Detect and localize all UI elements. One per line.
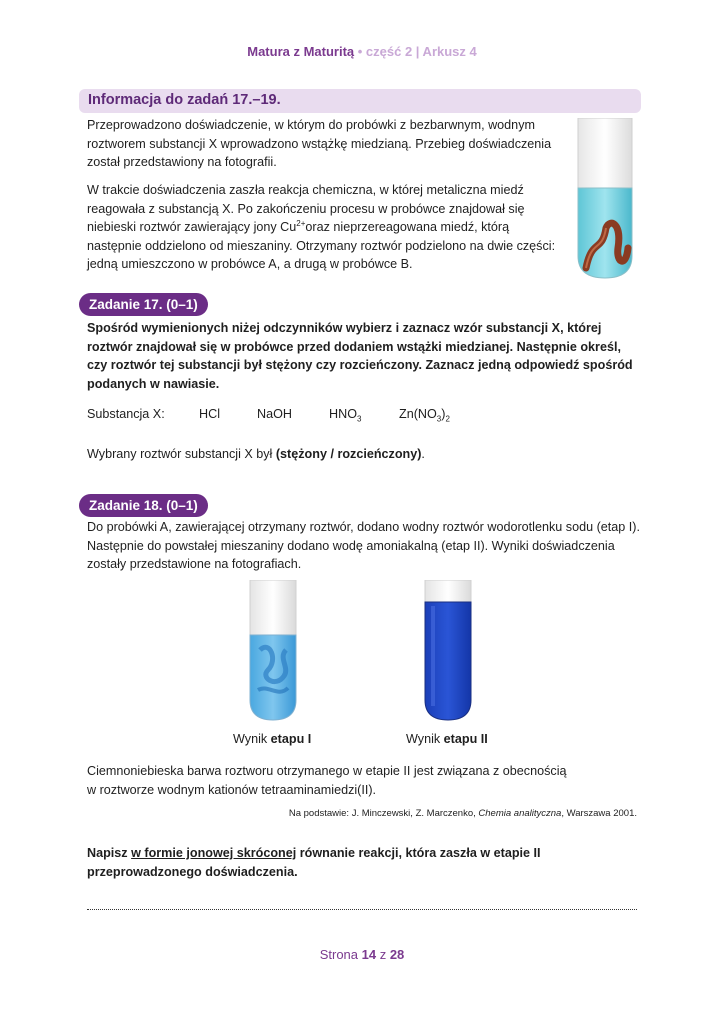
task-18-paragraph: Do probówki A, zawierającej otrzymany roztwór, dodano wodny roztwór wodorotlenku sodu (etap I). Następnie do powstałej mieszaniny dodano wodę amoniakalną (etap II). Wyniki doświadczenia zostały przedstawione na fotografiach. (87, 520, 640, 571)
copper-test-tube-photo (572, 118, 638, 280)
info-paragraph-2 (87, 181, 557, 274)
option-naoh[interactable]: NaOH (257, 407, 292, 421)
option-zn-sub2: 2 (445, 414, 450, 424)
option-zn-base: Zn(NO (399, 407, 437, 421)
option-zn-no3-2[interactable] (399, 405, 450, 424)
info-paragraph-2-a: W trakcie doświadczenia zaszła reakcja chemiczna, w której metaliczna miedź reagowała z substancją X. Po zakończeniu procesu w probówce znajdował się niebieski roztwór zawierający jony Cu (87, 183, 525, 234)
task-17-label: Zadanie 17. (0–1) (79, 293, 208, 316)
option-hno3[interactable] (329, 405, 361, 424)
test-tube-stage-1-photo (248, 580, 298, 722)
test-tube-stage-2-photo (423, 580, 473, 722)
question-b: równanie reakcji, która zaszła w etapie II przeprowadzonego doświadczenia. (87, 846, 541, 879)
caption-stage-2-b: etapu II (443, 732, 488, 746)
footer-page: 14 (361, 947, 377, 962)
task-17-instruction: Spośród wymienionych niżej odczynników wybierz i zaznacz wzór substancji X, której roztwór znajdował się w probówce przed dodaniem wstążki miedzianej. Następnie określ, czy roztwór tej substancji był stężony czy rozcieńczony. Zaznacz jedną odpowiedź spośród podanych w nawiasie. (87, 321, 633, 391)
task-17-answer-line (87, 445, 425, 464)
source-title: Chemia analityczna (478, 808, 562, 819)
option-zn-sub1: 3 (436, 414, 442, 424)
source-a: Na podstawie: J. Minczewski, Z. Marczenko, (288, 808, 479, 819)
option-hno3-base: HNO (329, 407, 357, 421)
info-paragraph-2-b: oraz nieprzereagowana miedź, którą następnie oddzielono od mieszaniny. Otrzymany roztwór podzielono na dwie części: jedną umieszczono w probówce A, a drugą w probówce B. (87, 220, 556, 271)
caption-stage-1-b: etapu I (270, 732, 312, 746)
caption-stage-1 (233, 730, 311, 749)
substance-label: Substancja X: (87, 407, 165, 421)
answer-suffix: . (421, 447, 425, 461)
option-hno3-sub: 3 (357, 414, 362, 424)
info-title: Informacja do zadań 17.–19. (88, 92, 281, 108)
page-header (0, 44, 724, 59)
source-b: , Warszawa 2001. (561, 808, 637, 819)
option-zn-close: ) (441, 407, 446, 421)
footer-total: 28 (389, 947, 405, 962)
header-subtitle: • część 2 | Arkusz 4 (354, 44, 477, 59)
header-title: Matura z Maturitą (247, 44, 355, 59)
page-footer (0, 947, 724, 962)
caption-stage-2-a: Wynik (406, 732, 444, 746)
option-hcl[interactable]: HCl (199, 407, 220, 421)
answer-prefix: Wybrany roztwór substancji X był (87, 447, 276, 461)
task-18-label: Zadanie 18. (0–1) (79, 494, 208, 517)
info-paragraph-1: Przeprowadzono doświadczenie, w którym do probówki z bezbarwnym, wodnym roztworem substancji X wprowadzono wstążkę miedzianą. Przebieg doświadczenia został przedstawiony na fotografii. (87, 118, 552, 169)
task-18-note: Ciemnoniebieska barwa roztworu otrzymanego w etapie II jest związana z obecnością w roztworze wodnym kationów tetraaminamiedzi(II). (87, 764, 567, 797)
footer-a: Strona (319, 947, 362, 962)
question-underlined: w formie jonowej skróconej (131, 846, 297, 860)
question-a: Napisz (87, 846, 132, 860)
footer-b: z (376, 947, 390, 962)
caption-stage-1-a: Wynik (233, 732, 271, 746)
answer-choice[interactable]: (stężony / rozcieńczony) (275, 447, 422, 461)
task-18-question (87, 844, 587, 881)
copper-charge: 2+ (296, 218, 306, 228)
answer-line[interactable] (87, 908, 637, 910)
source-citation (289, 808, 637, 819)
caption-stage-2 (406, 730, 488, 749)
